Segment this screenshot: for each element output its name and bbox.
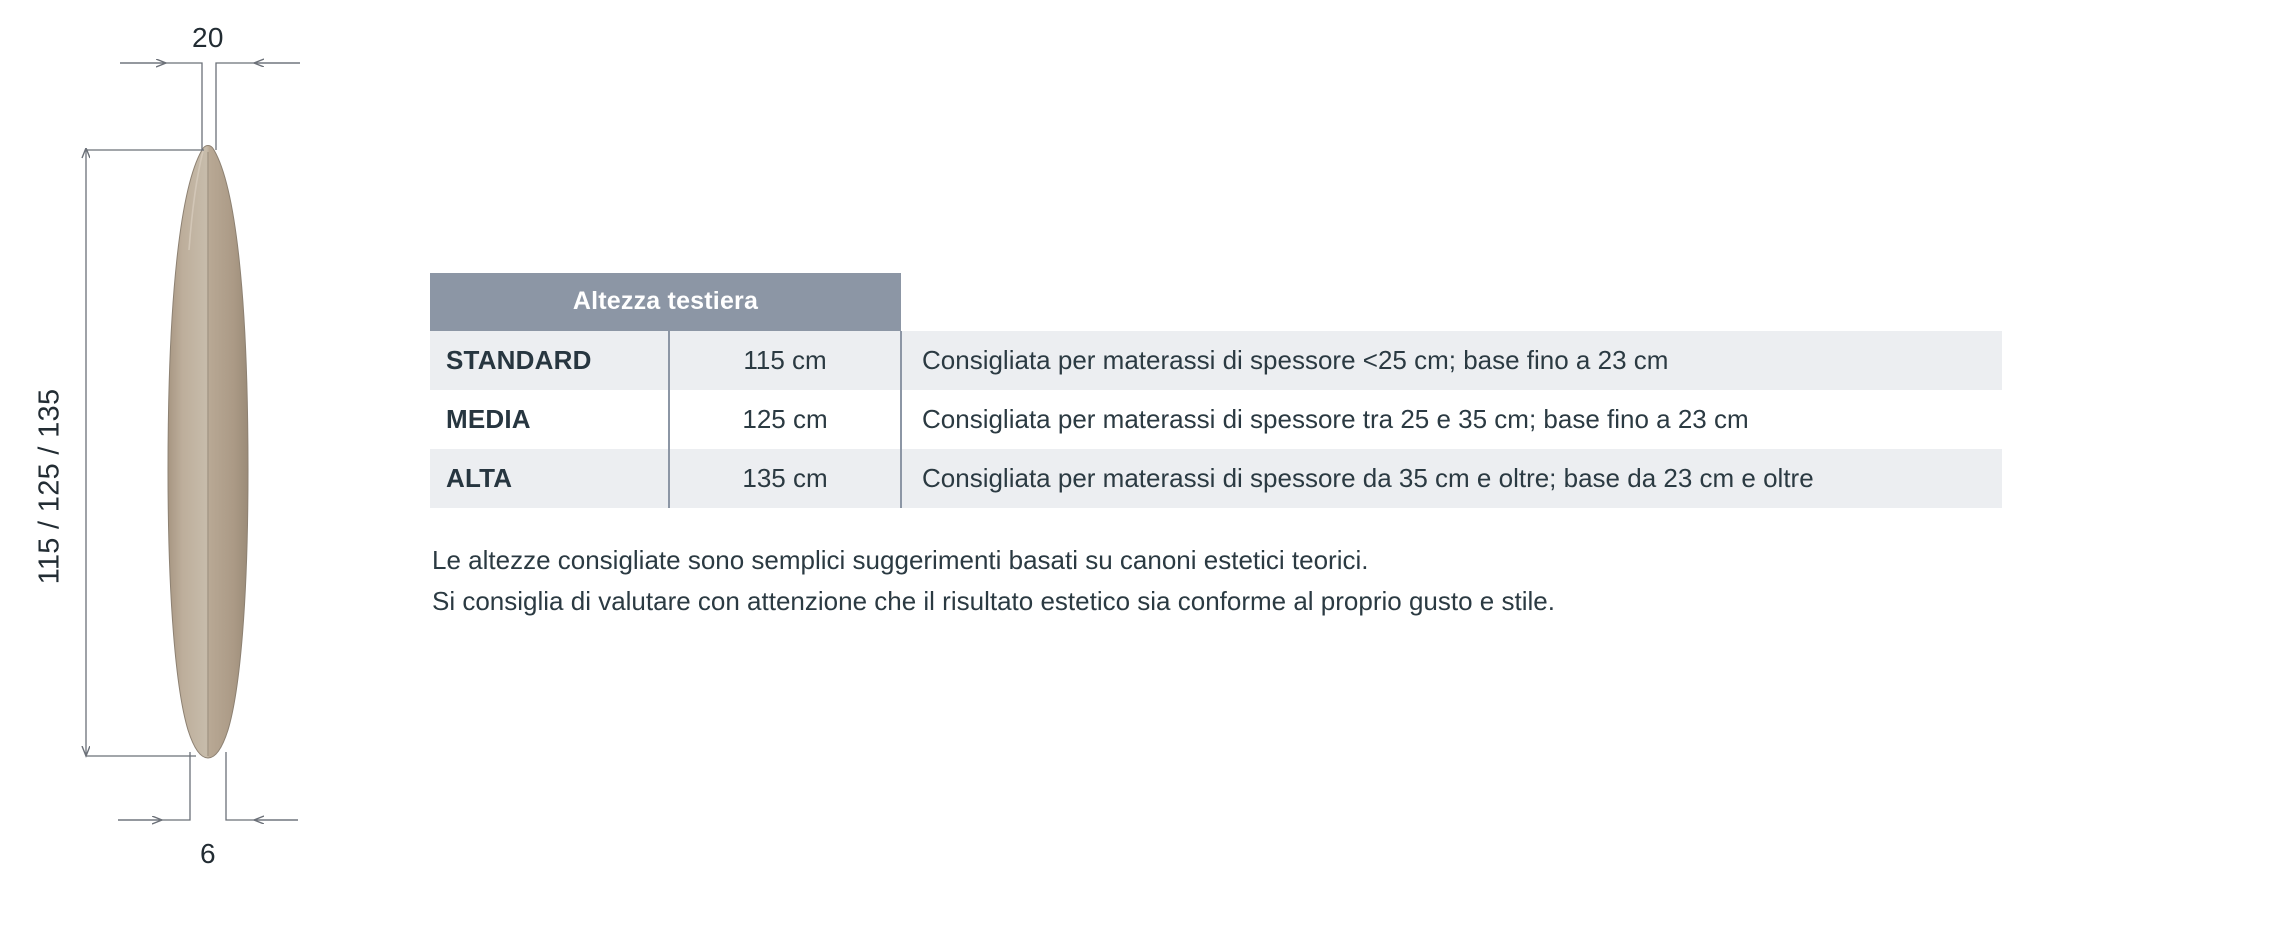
row-name-alta: ALTA: [430, 449, 669, 508]
notes-block: [432, 540, 1555, 622]
height-label: 115 / 125 / 135: [33, 388, 66, 585]
row-description-standard: Consigliata per materassi di spessore <25 cm; base fino a 23 cm: [901, 331, 2002, 390]
bottom-width-dimension: [118, 752, 298, 820]
table-header-altezza-testiera: Altezza testiera: [430, 273, 901, 331]
row-value-media: 125 cm: [669, 390, 901, 449]
top-width-label: 20: [192, 22, 224, 53]
table-row: [430, 449, 2002, 508]
row-description-media: Consigliata per materassi di spessore tra 25 e 35 cm; base fino a 23 cm: [901, 390, 2002, 449]
row-description-alta: Consigliata per materassi di spessore da 35 cm e oltre; base da 23 cm e oltre: [901, 449, 2002, 508]
row-value-standard: 115 cm: [669, 331, 901, 390]
row-name-media: MEDIA: [430, 390, 669, 449]
row-value-alta: 135 cm: [669, 449, 901, 508]
note-line-2: Si consiglia di valutare con attenzione che il risultato estetico sia conforme al proprio gusto e stile.: [432, 586, 1555, 616]
table-row: [430, 331, 2002, 390]
table-header-spacer: [901, 273, 2002, 331]
table-row: [430, 390, 2002, 449]
top-width-dimension: [120, 63, 300, 150]
note-line-1: Le altezze consigliate sono semplici suggerimenti basati su canoni estetici teorici.: [432, 545, 1369, 575]
content-panel: [430, 0, 2290, 945]
row-name-standard: STANDARD: [430, 331, 669, 390]
headboard-shape: [168, 146, 248, 759]
table-header-row: [430, 273, 2002, 331]
headboard-drawing-panel: [0, 0, 420, 945]
bottom-width-label: 6: [200, 838, 216, 869]
headboard-height-table: [430, 273, 2002, 508]
